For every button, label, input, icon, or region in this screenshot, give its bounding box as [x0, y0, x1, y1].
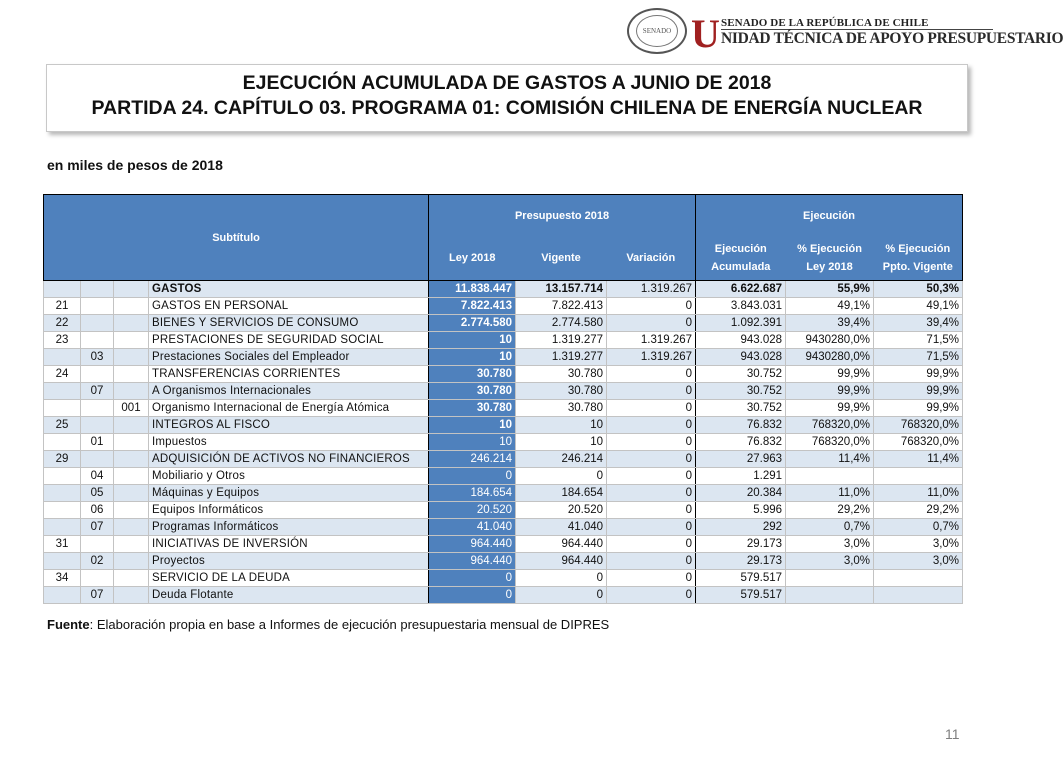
cell-vigente: 13.157.714	[516, 281, 607, 298]
table-row	[44, 502, 963, 519]
seal-label: SENADO	[636, 15, 678, 47]
cell-vigente: 0	[516, 468, 607, 485]
cell-sub: 25	[44, 417, 81, 434]
header-pct-vigente-l1: % Ejecución	[885, 243, 951, 256]
cell-asig: 001	[114, 400, 149, 417]
header-ley: Ley 2018	[429, 237, 516, 281]
cell-sub: 34	[44, 570, 81, 587]
cell-pct-vig: 50,3%	[874, 281, 963, 298]
cell-ejec: 76.832	[696, 417, 786, 434]
logo-line-2: NIDAD TÉCNICA DE APOYO PRESUPUESTARIO	[721, 30, 1063, 47]
cell-asig	[114, 502, 149, 519]
table-row	[44, 468, 963, 485]
cell-vigente: 7.822.413	[516, 298, 607, 315]
cell-ley: 246.214	[429, 451, 516, 468]
cell-pct-vig: 3,0%	[874, 536, 963, 553]
cell-pct-vig: 11,4%	[874, 451, 963, 468]
cell-pct-vig	[874, 468, 963, 485]
cell-variacion: 0	[607, 485, 696, 502]
cell-pct-ley: 99,9%	[786, 400, 874, 417]
cell-asig	[114, 366, 149, 383]
cell-name: Máquinas y Equipos	[149, 485, 429, 502]
header-pct-ley	[786, 237, 874, 281]
header-pct-ley-l2: Ley 2018	[806, 261, 853, 274]
header-ejec-acumulada-l2: Acumulada	[711, 261, 771, 274]
cell-name: Equipos Informáticos	[149, 502, 429, 519]
cell-pct-vig: 71,5%	[874, 349, 963, 366]
cell-ejec: 27.963	[696, 451, 786, 468]
table-row	[44, 400, 963, 417]
cell-variacion: 0	[607, 519, 696, 536]
cell-sub	[44, 349, 81, 366]
cell-ejec: 943.028	[696, 332, 786, 349]
cell-item	[81, 366, 114, 383]
header-ejec-acumulada-l1: Ejecución	[714, 243, 767, 256]
cell-asig	[114, 298, 149, 315]
cell-name: GASTOS EN PERSONAL	[149, 298, 429, 315]
cell-asig	[114, 417, 149, 434]
cell-pct-vig: 99,9%	[874, 383, 963, 400]
cell-asig	[114, 468, 149, 485]
cell-name: INICIATIVAS DE INVERSIÓN	[149, 536, 429, 553]
cell-pct-ley: 768320,0%	[786, 434, 874, 451]
cell-pct-vig: 768320,0%	[874, 434, 963, 451]
cell-pct-vig: 29,2%	[874, 502, 963, 519]
cell-pct-ley: 11,0%	[786, 485, 874, 502]
cell-name: GASTOS	[149, 281, 429, 298]
cell-pct-vig: 49,1%	[874, 298, 963, 315]
cell-ley: 0	[429, 587, 516, 604]
cell-name: Mobiliario y Otros	[149, 468, 429, 485]
cell-ley: 30.780	[429, 383, 516, 400]
cell-sub: 22	[44, 315, 81, 332]
senate-logo	[627, 8, 1063, 56]
cell-name: Deuda Flotante	[149, 587, 429, 604]
cell-pct-ley: 39,4%	[786, 315, 874, 332]
header-ejec-acumulada	[696, 237, 786, 281]
cell-variacion: 0	[607, 468, 696, 485]
table-row	[44, 485, 963, 502]
table-row	[44, 451, 963, 468]
cell-ejec: 943.028	[696, 349, 786, 366]
header-subtitulo: Subtítulo	[44, 195, 429, 281]
cell-item	[81, 281, 114, 298]
cell-variacion: 0	[607, 400, 696, 417]
cell-ley: 41.040	[429, 519, 516, 536]
cell-ejec: 30.752	[696, 383, 786, 400]
cell-vigente: 1.319.277	[516, 332, 607, 349]
cell-ley: 7.822.413	[429, 298, 516, 315]
cell-pct-vig: 0,7%	[874, 519, 963, 536]
header-vigente: Vigente	[516, 237, 607, 281]
cell-name: Impuestos	[149, 434, 429, 451]
cell-sub	[44, 468, 81, 485]
cell-ejec: 30.752	[696, 366, 786, 383]
cell-sub: 21	[44, 298, 81, 315]
cell-ley: 30.780	[429, 366, 516, 383]
cell-variacion: 0	[607, 502, 696, 519]
cell-asig	[114, 536, 149, 553]
cell-pct-ley: 3,0%	[786, 553, 874, 570]
cell-ley: 10	[429, 332, 516, 349]
cell-sub: 23	[44, 332, 81, 349]
table-row	[44, 332, 963, 349]
cell-pct-vig: 71,5%	[874, 332, 963, 349]
table-row	[44, 417, 963, 434]
cell-vigente: 964.440	[516, 553, 607, 570]
cell-ejec: 29.173	[696, 536, 786, 553]
cell-vigente: 0	[516, 570, 607, 587]
cell-vigente: 1.319.277	[516, 349, 607, 366]
cell-pct-vig: 99,9%	[874, 366, 963, 383]
cell-vigente: 0	[516, 587, 607, 604]
cell-name: Prestaciones Sociales del Empleador	[149, 349, 429, 366]
cell-pct-vig: 39,4%	[874, 315, 963, 332]
cell-vigente: 20.520	[516, 502, 607, 519]
cell-vigente: 30.780	[516, 400, 607, 417]
cell-item: 02	[81, 553, 114, 570]
cell-item	[81, 315, 114, 332]
table-row	[44, 553, 963, 570]
cell-pct-ley: 9430280,0%	[786, 349, 874, 366]
cell-item	[81, 332, 114, 349]
page-subtitle: PARTIDA 24. CAPÍTULO 03. PROGRAMA 01: COMISIÓN CHILENA DE ENERGÍA NUCLEAR	[91, 97, 923, 119]
cell-asig	[114, 485, 149, 502]
cell-sub	[44, 553, 81, 570]
cell-asig	[114, 315, 149, 332]
cell-variacion: 0	[607, 383, 696, 400]
cell-ley: 10	[429, 434, 516, 451]
cell-sub: 31	[44, 536, 81, 553]
cell-ejec: 579.517	[696, 587, 786, 604]
cell-ley: 2.774.580	[429, 315, 516, 332]
cell-ley: 10	[429, 349, 516, 366]
cell-vigente: 10	[516, 417, 607, 434]
cell-pct-vig: 11,0%	[874, 485, 963, 502]
cell-name: INTEGROS AL FISCO	[149, 417, 429, 434]
table-row	[44, 587, 963, 604]
cell-ley: 0	[429, 468, 516, 485]
cell-ley: 184.654	[429, 485, 516, 502]
cell-name: Proyectos	[149, 553, 429, 570]
cell-item: 03	[81, 349, 114, 366]
cell-pct-ley: 9430280,0%	[786, 332, 874, 349]
cell-ejec: 579.517	[696, 570, 786, 587]
cell-asig	[114, 570, 149, 587]
cell-name: ADQUISICIÓN DE ACTIVOS NO FINANCIEROS	[149, 451, 429, 468]
cell-item	[81, 298, 114, 315]
table-row	[44, 536, 963, 553]
table-row	[44, 281, 963, 298]
cell-pct-ley	[786, 468, 874, 485]
cell-asig	[114, 587, 149, 604]
cell-item	[81, 451, 114, 468]
cell-pct-ley: 0,7%	[786, 519, 874, 536]
cell-pct-ley: 3,0%	[786, 536, 874, 553]
cell-item: 06	[81, 502, 114, 519]
cell-asig	[114, 434, 149, 451]
cell-ejec: 292	[696, 519, 786, 536]
cell-pct-vig	[874, 570, 963, 587]
header-variacion: Variación	[607, 237, 696, 281]
cell-ley: 10	[429, 417, 516, 434]
cell-sub: 29	[44, 451, 81, 468]
title-box	[46, 64, 968, 132]
cell-ley: 30.780	[429, 400, 516, 417]
cell-name: Organismo Internacional de Energía Atómica	[149, 400, 429, 417]
cell-variacion: 1.319.267	[607, 349, 696, 366]
cell-name: A Organismos Internacionales	[149, 383, 429, 400]
table-row	[44, 366, 963, 383]
cell-sub	[44, 434, 81, 451]
cell-item	[81, 417, 114, 434]
cell-pct-vig: 3,0%	[874, 553, 963, 570]
cell-vigente: 2.774.580	[516, 315, 607, 332]
cell-ejec: 6.622.687	[696, 281, 786, 298]
cell-pct-ley: 99,9%	[786, 383, 874, 400]
units-label: en miles de pesos de 2018	[47, 157, 223, 173]
cell-asig	[114, 451, 149, 468]
cell-vigente: 30.780	[516, 383, 607, 400]
header-presupuesto: Presupuesto 2018	[429, 195, 696, 237]
cell-name: BIENES Y SERVICIOS DE CONSUMO	[149, 315, 429, 332]
cell-pct-vig: 99,9%	[874, 400, 963, 417]
cell-name: PRESTACIONES DE SEGURIDAD SOCIAL	[149, 332, 429, 349]
cell-pct-ley	[786, 587, 874, 604]
cell-pct-vig: 768320,0%	[874, 417, 963, 434]
cell-item: 05	[81, 485, 114, 502]
header-pct-vigente-l2: Ppto. Vigente	[882, 261, 953, 274]
cell-sub: 24	[44, 366, 81, 383]
source-label: Fuente	[47, 617, 90, 632]
cell-item: 07	[81, 587, 114, 604]
cell-ejec: 1.291	[696, 468, 786, 485]
cell-ejec: 20.384	[696, 485, 786, 502]
cell-ley: 0	[429, 570, 516, 587]
cell-variacion: 0	[607, 536, 696, 553]
cell-item: 07	[81, 519, 114, 536]
cell-ley: 964.440	[429, 536, 516, 553]
cell-variacion: 0	[607, 298, 696, 315]
page-title: EJECUCIÓN ACUMULADA DE GASTOS A JUNIO DE 2018	[242, 72, 772, 94]
cell-variacion: 0	[607, 553, 696, 570]
cell-ejec: 3.843.031	[696, 298, 786, 315]
cell-ejec: 1.092.391	[696, 315, 786, 332]
cell-pct-ley: 768320,0%	[786, 417, 874, 434]
cell-ejec: 76.832	[696, 434, 786, 451]
header-pct-ley-l1: % Ejecución	[797, 243, 862, 256]
senate-seal-icon	[627, 8, 687, 54]
cell-pct-ley: 29,2%	[786, 502, 874, 519]
cell-ejec: 30.752	[696, 400, 786, 417]
cell-vigente: 184.654	[516, 485, 607, 502]
header-ejecucion: Ejecución	[696, 195, 963, 237]
header-pct-vigente	[874, 237, 963, 281]
cell-item: 01	[81, 434, 114, 451]
cell-variacion: 0	[607, 315, 696, 332]
cell-asig	[114, 553, 149, 570]
budget-table	[43, 194, 963, 604]
cell-vigente: 10	[516, 434, 607, 451]
cell-item	[81, 536, 114, 553]
cell-sub	[44, 502, 81, 519]
cell-vigente: 964.440	[516, 536, 607, 553]
table-row	[44, 315, 963, 332]
cell-asig	[114, 281, 149, 298]
cell-pct-vig	[874, 587, 963, 604]
cell-ley: 964.440	[429, 553, 516, 570]
cell-ley: 11.838.447	[429, 281, 516, 298]
cell-item	[81, 400, 114, 417]
cell-asig	[114, 519, 149, 536]
cell-variacion: 1.319.267	[607, 281, 696, 298]
cell-vigente: 41.040	[516, 519, 607, 536]
cell-asig	[114, 332, 149, 349]
logo-line-1: SENADO DE LA REPÚBLICA DE CHILE	[721, 17, 929, 29]
table-row	[44, 519, 963, 536]
cell-pct-ley: 49,1%	[786, 298, 874, 315]
source-text: : Elaboración propia en base a Informes de ejecución presupuestaria mensual de DIPRES	[89, 617, 610, 632]
cell-variacion: 1.319.267	[607, 332, 696, 349]
cell-variacion: 0	[607, 570, 696, 587]
cell-item	[81, 570, 114, 587]
cell-vigente: 30.780	[516, 366, 607, 383]
logo-letter: U	[691, 11, 720, 56]
table-row	[44, 570, 963, 587]
table-row	[44, 349, 963, 366]
cell-ejec: 5.996	[696, 502, 786, 519]
cell-variacion: 0	[607, 417, 696, 434]
cell-vigente: 246.214	[516, 451, 607, 468]
cell-item: 04	[81, 468, 114, 485]
table-row	[44, 383, 963, 400]
cell-name: TRANSFERENCIAS CORRIENTES	[149, 366, 429, 383]
source-note	[47, 617, 609, 632]
cell-item: 07	[81, 383, 114, 400]
cell-name: Programas Informáticos	[149, 519, 429, 536]
page-number: 11	[945, 726, 960, 742]
table-row	[44, 434, 963, 451]
cell-pct-ley	[786, 570, 874, 587]
cell-pct-ley: 11,4%	[786, 451, 874, 468]
cell-sub	[44, 281, 81, 298]
cell-variacion: 0	[607, 451, 696, 468]
cell-asig	[114, 383, 149, 400]
cell-pct-ley: 99,9%	[786, 366, 874, 383]
cell-sub	[44, 587, 81, 604]
cell-sub	[44, 383, 81, 400]
cell-variacion: 0	[607, 587, 696, 604]
cell-ley: 20.520	[429, 502, 516, 519]
table-row	[44, 298, 963, 315]
cell-variacion: 0	[607, 366, 696, 383]
cell-sub	[44, 519, 81, 536]
cell-sub	[44, 400, 81, 417]
cell-pct-ley: 55,9%	[786, 281, 874, 298]
cell-name: SERVICIO DE LA DEUDA	[149, 570, 429, 587]
cell-asig	[114, 349, 149, 366]
cell-sub	[44, 485, 81, 502]
cell-variacion: 0	[607, 434, 696, 451]
cell-ejec: 29.173	[696, 553, 786, 570]
